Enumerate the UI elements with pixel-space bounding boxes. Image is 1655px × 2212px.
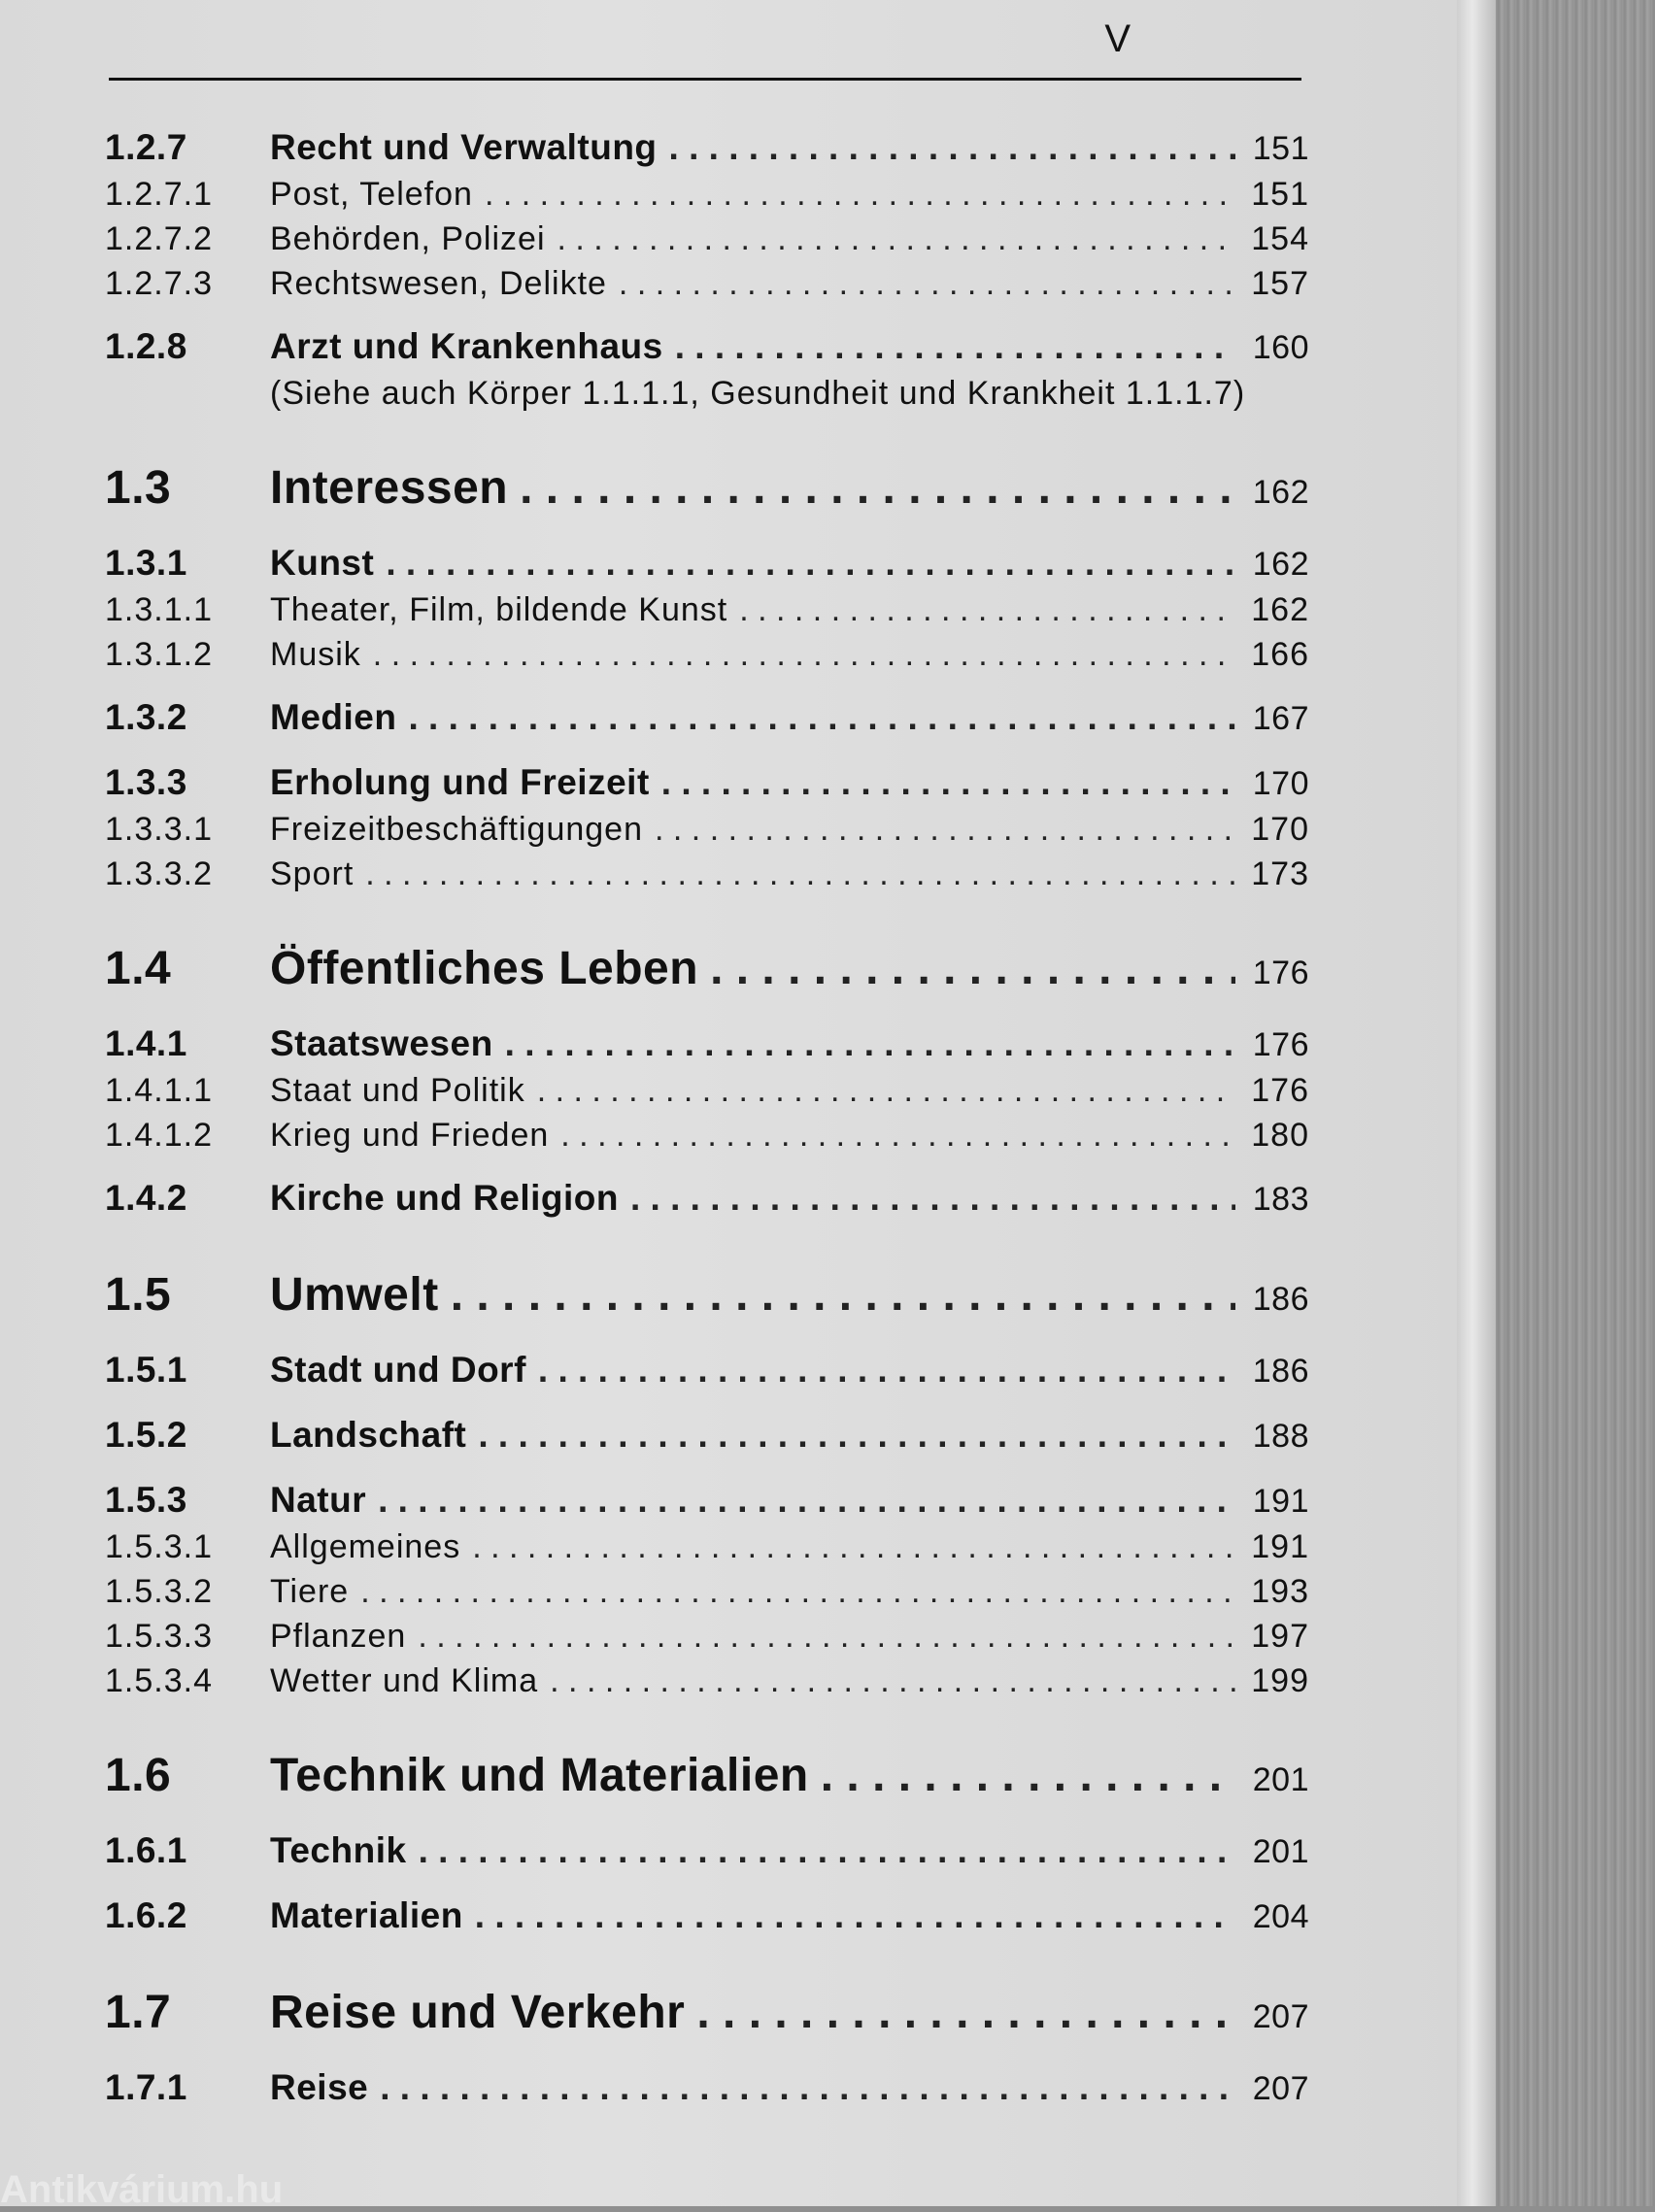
dot-leader <box>537 1068 1235 1113</box>
toc-entry-number: 1.2.7.1 <box>105 176 213 213</box>
toc-entry-page: 197 <box>1251 1618 1309 1655</box>
toc-entry <box>105 217 1309 261</box>
toc-entry-title: Materialien <box>270 1895 463 1935</box>
toc-entry-title: Freizeitbeschäftigungen <box>270 811 644 848</box>
toc-entry-page: 188 <box>1252 1418 1309 1455</box>
toc-entry <box>105 2064 1309 2112</box>
toc-entry-page: 201 <box>1252 1761 1309 1798</box>
toc-entry-title: Sport <box>270 855 355 892</box>
toc-entry-title: Natur <box>270 1480 367 1520</box>
dot-leader <box>505 1021 1235 1067</box>
toc-entry-title: Interessen <box>270 462 509 514</box>
dot-leader <box>821 1746 1235 1806</box>
page-number: V <box>1104 17 1131 60</box>
toc-entry-number: 1.5.3.2 <box>105 1573 213 1610</box>
toc-entry-page: 204 <box>1252 1898 1309 1935</box>
toc-entry-title: Wetter und Klima <box>270 1662 539 1699</box>
toc-entry-page: 160 <box>1252 329 1309 366</box>
toc-entry <box>105 323 1309 371</box>
dot-leader <box>419 1827 1235 1874</box>
toc-entry-title: Landschaft <box>270 1415 467 1455</box>
toc-entry-number: 1.5.3.4 <box>105 1662 213 1699</box>
watermark: Antikvárium.hu <box>0 2168 284 2211</box>
toc-entry-number: 1.2.7.3 <box>105 265 213 302</box>
table-of-contents <box>105 124 1309 2112</box>
toc-entry <box>105 1265 1309 1329</box>
dot-leader <box>560 1113 1235 1157</box>
toc-entry-title: Allgemeines <box>270 1528 461 1565</box>
toc-entry-page: 186 <box>1252 1281 1309 1318</box>
toc-entry <box>105 1893 1309 1940</box>
toc-entry <box>105 852 1309 896</box>
toc-entry-page: 162 <box>1252 474 1309 511</box>
toc-entry-title: Kirche und Religion <box>270 1178 619 1218</box>
toc-entry-page: 199 <box>1251 1662 1309 1699</box>
toc-entry <box>105 458 1309 522</box>
background-surface <box>1496 0 1655 2206</box>
toc-entry-page: 186 <box>1252 1353 1309 1390</box>
toc-entry-page: 170 <box>1252 765 1309 802</box>
toc-entry-title: Krieg und Frieden <box>270 1117 550 1154</box>
toc-entry <box>105 1021 1309 1068</box>
toc-entry <box>105 632 1309 677</box>
dot-leader <box>550 1659 1235 1703</box>
toc-entry <box>105 1983 1309 2047</box>
toc-entry-number: 1.5 <box>105 1269 172 1321</box>
toc-entry-title: Umwelt <box>270 1269 439 1321</box>
header-rule <box>109 78 1301 81</box>
toc-entry-title: Medien <box>270 697 397 737</box>
toc-entry-title: Kunst <box>270 543 375 583</box>
toc-entry-number: 1.5.3.3 <box>105 1618 213 1655</box>
dot-leader <box>373 632 1235 677</box>
toc-entry-page: 191 <box>1252 1483 1309 1520</box>
toc-entry-number: 1.7.1 <box>105 2067 187 2107</box>
toc-entry-number: 1.7 <box>105 1987 172 2038</box>
dot-leader <box>386 540 1235 587</box>
toc-entry-page: 167 <box>1252 700 1309 737</box>
toc-entry <box>105 587 1309 632</box>
toc-entry-number: 1.5.3.1 <box>105 1528 213 1565</box>
toc-entry-number: 1.6 <box>105 1750 172 1801</box>
toc-entry-page: 154 <box>1251 220 1309 257</box>
toc-entry <box>105 1477 1309 1525</box>
toc-entry-number: 1.4.1.2 <box>105 1117 213 1154</box>
toc-entry-number: 1.3.1 <box>105 543 187 583</box>
toc-entry <box>105 261 1309 306</box>
toc-entry-page: 166 <box>1251 636 1309 673</box>
toc-entry-title: Staatswesen <box>270 1023 493 1063</box>
toc-entry <box>105 1113 1309 1157</box>
page-edge <box>1457 0 1496 2206</box>
toc-entry <box>105 807 1309 852</box>
toc-entry-note: (Siehe auch Körper 1.1.1.1, Gesundheit und Krankheit 1.1.1.7) <box>270 375 1246 412</box>
dot-leader <box>655 807 1235 852</box>
dot-leader <box>669 124 1235 171</box>
toc-entry-page: 151 <box>1252 130 1309 167</box>
toc-entry-page: 176 <box>1252 955 1309 991</box>
toc-entry-number: 1.4.1.1 <box>105 1072 213 1109</box>
toc-entry-page: 173 <box>1251 855 1309 892</box>
toc-entry <box>105 759 1309 807</box>
toc-entry <box>105 939 1309 1003</box>
toc-entry <box>105 1068 1309 1113</box>
toc-entry-number: 1.5.2 <box>105 1415 187 1455</box>
dot-leader <box>710 939 1235 999</box>
dot-leader <box>478 1412 1235 1458</box>
toc-entry-number: 1.6.2 <box>105 1895 187 1935</box>
dot-leader <box>365 852 1235 896</box>
dot-leader <box>380 2064 1235 2111</box>
dot-leader <box>472 1525 1235 1569</box>
toc-entry <box>105 1827 1309 1875</box>
toc-entry-title: Tiere <box>270 1573 350 1610</box>
toc-entry-number: 1.3.3 <box>105 762 187 802</box>
dot-leader <box>520 458 1235 519</box>
toc-entry-title: Post, Telefon <box>270 176 473 213</box>
toc-entry-number: 1.2.8 <box>105 326 187 366</box>
dot-leader <box>557 217 1235 261</box>
toc-entry <box>105 540 1309 587</box>
toc-entry-number: 1.3.2 <box>105 697 187 737</box>
toc-entry-number: 1.4.2 <box>105 1178 187 1218</box>
toc-entry-number: 1.4 <box>105 943 172 994</box>
toc-entry-page: 176 <box>1252 1026 1309 1063</box>
toc-entry-title: Arzt und Krankenhaus <box>270 326 663 366</box>
toc-entry-title: Technik <box>270 1830 407 1870</box>
toc-entry-number: 1.3.1.2 <box>105 636 213 673</box>
toc-entry-page: 191 <box>1251 1528 1309 1565</box>
toc-entry <box>105 694 1309 742</box>
toc-entry-title: Erholung und Freizeit <box>270 762 650 802</box>
toc-entry-title: Technik und Materialien <box>270 1750 809 1801</box>
toc-entry-page: 193 <box>1251 1573 1309 1610</box>
toc-entry-number: 1.2.7 <box>105 127 187 167</box>
toc-entry <box>105 1525 1309 1569</box>
toc-entry-number: 1.5.1 <box>105 1350 187 1390</box>
dot-leader <box>661 759 1235 806</box>
toc-entry-page: 201 <box>1252 1833 1309 1870</box>
toc-entry-page: 207 <box>1252 1998 1309 2035</box>
dot-leader <box>538 1347 1235 1393</box>
toc-entry-number: 1.3.3.2 <box>105 855 213 892</box>
toc-entry-number: 1.2.7.2 <box>105 220 213 257</box>
dot-leader <box>675 323 1235 370</box>
dot-leader <box>739 587 1235 632</box>
dot-leader <box>475 1893 1235 1939</box>
dot-leader <box>630 1175 1235 1222</box>
toc-entry-title: Rechtswesen, Delikte <box>270 265 607 302</box>
toc-entry-page: 151 <box>1251 176 1309 213</box>
dot-leader <box>378 1477 1235 1524</box>
toc-entry-title: Pflanzen <box>270 1618 407 1655</box>
toc-entry-number: 1.4.1 <box>105 1023 187 1063</box>
toc-entry-number: 1.6.1 <box>105 1830 187 1870</box>
toc-entry <box>105 1746 1309 1810</box>
toc-entry <box>105 1412 1309 1459</box>
dot-leader <box>485 172 1235 217</box>
dot-leader <box>418 1614 1235 1659</box>
toc-entry-page: 170 <box>1251 811 1309 848</box>
toc-entry <box>105 172 1309 217</box>
toc-entry-title: Behörden, Polizei <box>270 220 546 257</box>
dot-leader <box>619 261 1235 306</box>
toc-entry-number: 1.3.1.1 <box>105 591 213 628</box>
toc-entry-title: Staat und Politik <box>270 1072 525 1109</box>
dot-leader <box>451 1265 1235 1325</box>
dot-leader <box>408 694 1235 741</box>
dot-leader <box>360 1569 1235 1614</box>
toc-entry-number: 1.3.3.1 <box>105 811 213 848</box>
toc-entry-page: 162 <box>1251 591 1309 628</box>
toc-entry-page: 176 <box>1251 1072 1309 1109</box>
toc-entry <box>105 1569 1309 1614</box>
toc-entry <box>105 124 1309 172</box>
toc-entry-title: Musik <box>270 636 361 673</box>
toc-entry-title: Reise und Verkehr <box>270 1987 686 2038</box>
toc-entry <box>105 1614 1309 1659</box>
toc-entry-page: 180 <box>1251 1117 1309 1154</box>
dot-leader <box>696 1983 1235 2043</box>
toc-entry-number: 1.5.3 <box>105 1480 187 1520</box>
toc-entry <box>105 1175 1309 1223</box>
toc-entry-title: Reise <box>270 2067 369 2107</box>
toc-entry-title: Öffentliches Leben <box>270 943 699 994</box>
toc-entry-page: 207 <box>1252 2070 1309 2107</box>
toc-entry <box>105 1659 1309 1703</box>
toc-entry-page: 157 <box>1251 265 1309 302</box>
toc-entry-page: 183 <box>1252 1181 1309 1218</box>
toc-entry <box>105 1347 1309 1394</box>
toc-entry-title: Stadt und Dorf <box>270 1350 526 1390</box>
toc-entry-page: 162 <box>1252 546 1309 583</box>
toc-entry-number: 1.3 <box>105 462 172 514</box>
toc-entry-title: Theater, Film, bildende Kunst <box>270 591 728 628</box>
toc-entry-title: Recht und Verwaltung <box>270 127 658 167</box>
